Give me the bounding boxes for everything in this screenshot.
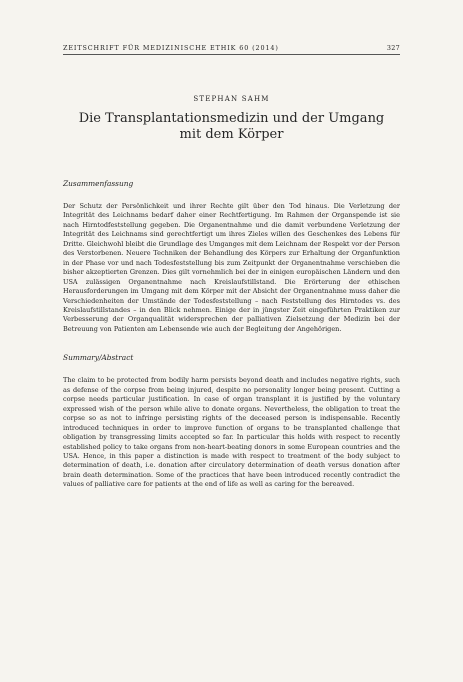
article-title-line-2: mit dem Körper: [179, 127, 284, 142]
journal-citation: ZEITSCHRIFT FÜR MEDIZINISCHE ETHIK 60 (2014): [63, 44, 279, 52]
page-number: 327: [386, 44, 400, 52]
running-head: [63, 44, 400, 55]
summary-text: The claim to be protected from bodily harm persists beyond death and includes negative rights, such as defense of the corpse from being injured, despite no personality longer being present. Cutting a corpse needs particular justification. In case of organ transplant it is justified by the voluntary expressed wish of the person while alive to donate organs. Nevertheless, the obligation to treat the corpse so as not to infringe persisting rights of the deceased person is indispensable. Recently introduced techniques in order to improve function of organs to be transplanted challenge that obligation by transgressing limits accepted so far. In particular this holds with respect to recently established policy to take organs from non-heart-beating donors in some European countries and the USA. Hence, in this paper a distinction is made with respect to treatment of the body subject to determination of death, i.e. donation after circulatory determination of death versus donation after brain death determination. Some of the practices that have been introduced recently contradict the values of palliative care for patients at the end of life as well as caring for the bereaved.: [63, 376, 400, 489]
article-author: STEPHAN SAHM: [193, 95, 270, 103]
article-title: [63, 111, 400, 143]
article-title-line-1: Die Transplantationsmedizin und der Umgang: [78, 111, 385, 126]
zusammenfassung-text: Der Schutz der Persönlichkeit und ihrer Rechte gilt über den Tod hinaus. Die Verletzung der Integrität des Leichnams bedarf daher einer Rechtfertigung. Im Rahmen der Organspende ist sie nach Hirntodfeststellung gegeben. Die Organentnahme und die damit verbundene Verletzung der Integrität des Leichnams sind gerechtfertigt um ihres Zieles willen des Geschenkes des Lebens für Dritte. Gleichwohl bleibt die Grundlage des Umganges mit dem Leichnam der Respekt vor der Person des Verstorbenen. Neuere Techniken der Behandlung des Körpers zur Erhaltung der Organfunktion in der Phase vor und nach Todesfeststellung bis zum Zeitpunkt der Organentnahme verschieben die bisher akzeptierten Grenzen. Dies gilt vornehmlich bei der in einigen europäischen Ländern und den USA zulässigen Organentnahme nach Kreislaufstillstand. Die Erörterung der ethischen Herausforderungen im Umgang mit dem Körper mit der Absicht der Organentnahme muss daher die Verschiedenheiten der Umstände der Todesfeststellung – nach Feststellung des Hirntodes vs. des Kreislaufstillstandes – in den Blick nehmen. Einige der in jüngster Zeit eingeführten Praktiken zur Verbesserung der Organqualität widersprechen der palliativen Zielsetzung der Medizin bei der Betreuung von Patienten am Lebensende wie auch der Begleitung der Angehörigen.: [63, 202, 400, 333]
zusammenfassung-heading: Zusammenfassung: [63, 179, 134, 188]
summary-heading: Summary/Abstract: [63, 353, 134, 363]
